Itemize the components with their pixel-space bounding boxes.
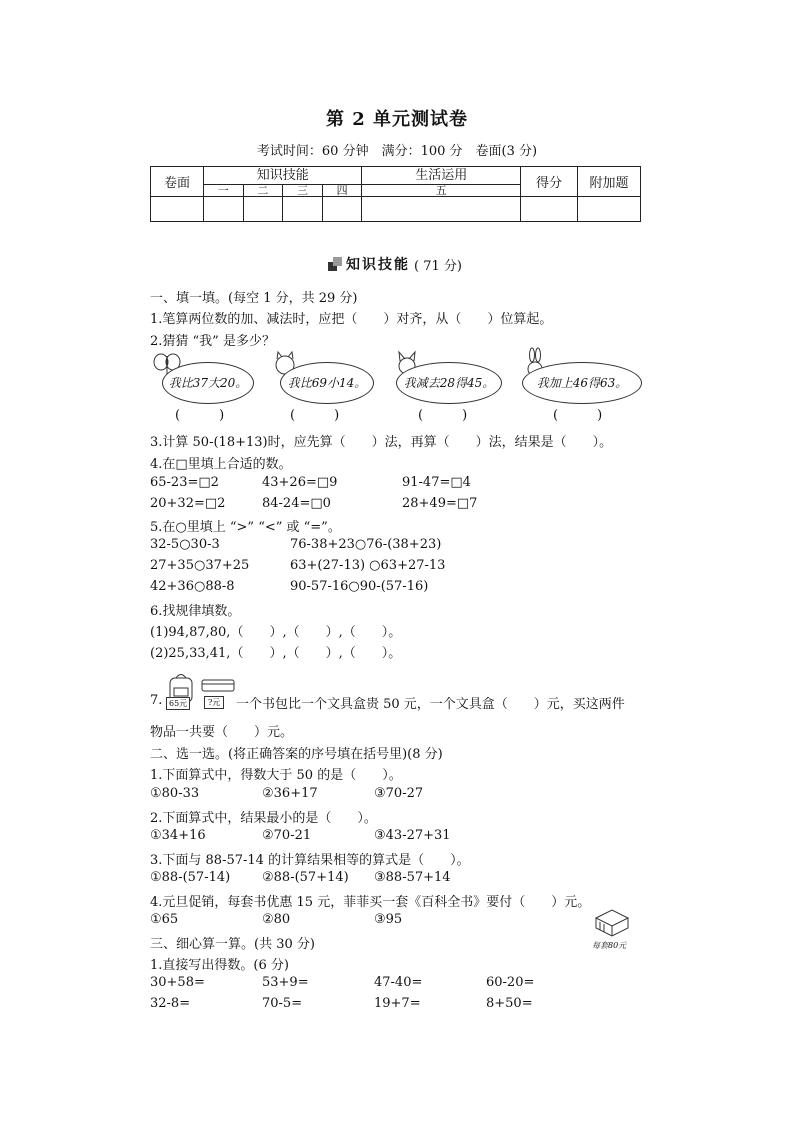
q4-item: 28+49=□7 <box>402 496 478 511</box>
part2-q2: 2.下面算式中，结果最小的是（ ）。 <box>150 811 377 826</box>
choice-option[interactable]: ③95 <box>374 912 403 927</box>
section-banner <box>328 254 462 274</box>
q4-item: 84-24=□0 <box>262 496 331 511</box>
exam-info: 考试时间：60 分钟 满分：100 分 卷面(3 分) <box>256 144 538 159</box>
part2-q3: 3.下面与 88-57-14 的计算结果相等的算式是（ ）。 <box>150 853 470 868</box>
q5-item: 27+35○37+25 <box>150 558 250 573</box>
calc-item[interactable]: 60-20= <box>486 975 535 990</box>
section-banner-label: 知识技能 <box>346 257 410 273</box>
guess-answer-4[interactable]: ( ) <box>553 408 603 423</box>
score-cell[interactable] <box>362 197 521 222</box>
part1-q3: 3.计算 50-(18+13)时，应先算（ ）法，再算（ ）法，结果是（ ）。 <box>150 435 613 450</box>
q5-item: 32-5○30-3 <box>150 537 220 552</box>
part1-q5: 5.在○里填上 “>” “<” 或 “=”。 <box>150 520 341 535</box>
banner-square-icon <box>328 257 342 271</box>
score-cell[interactable] <box>521 197 578 222</box>
pencil-box-price-tag: ?元 <box>204 696 224 709</box>
q6-row-1: (1)94,87,80,（ ）,（ ）,（ ）。 <box>150 625 402 640</box>
page-title: 第 2 单元测试卷 <box>325 109 469 130</box>
part1-q1: 1.笔算两位数的加、减法时，应把（ ）对齐，从（ ）位算起。 <box>150 312 553 327</box>
choice-option[interactable]: ③43-27+31 <box>374 828 451 843</box>
choice-option[interactable]: ①88-(57-14) <box>150 870 231 885</box>
score-col-4: 四 <box>322 185 362 197</box>
q4-item: 20+32=□2 <box>150 496 226 511</box>
calc-item[interactable]: 47-40= <box>374 975 423 990</box>
score-cell[interactable] <box>283 197 323 222</box>
score-cell[interactable] <box>151 197 204 222</box>
section-banner-points: ( 71 分) <box>414 258 462 274</box>
pencil-box-icon <box>200 675 236 695</box>
calc-item[interactable]: 30+58= <box>150 975 205 990</box>
q5-item: 90-57-16○90-(57-16) <box>290 579 429 594</box>
guess-bubble-1: 我比37大20。 <box>162 362 254 404</box>
choice-option[interactable]: ③88-57+14 <box>374 870 451 885</box>
guess-bubble-2: 我比69小14。 <box>280 362 374 404</box>
guess-bubble-4: 我加上46得63。 <box>522 362 642 404</box>
q4-item: 43+26=□9 <box>262 475 338 490</box>
calc-item[interactable]: 70-5= <box>262 996 303 1011</box>
part1-q6: 6.找规律填数。 <box>150 604 241 619</box>
q5-item: 76-38+23○76-(38+23) <box>290 537 442 552</box>
backpack-price-tag: 65元 <box>166 697 190 710</box>
score-header-zhishi: 知识技能 <box>204 167 362 185</box>
score-cell[interactable] <box>322 197 362 222</box>
score-col-5: 五 <box>362 185 521 197</box>
part3-q1: 1.直接写出得数。(6 分) <box>150 958 289 973</box>
part2-heading: 二、选一选。(将正确答案的序号填在括号里)(8 分) <box>150 747 443 762</box>
part1-q2: 2.猜猜 “我” 是多少？ <box>150 334 275 349</box>
calc-item[interactable]: 32-8= <box>150 996 191 1011</box>
score-cell[interactable] <box>243 197 283 222</box>
guess-bubble-3: 我减去28得45。 <box>396 362 502 404</box>
score-cell[interactable] <box>204 197 244 222</box>
calc-item[interactable]: 19+7= <box>374 996 421 1011</box>
part1-q4: 4.在□里填上合适的数。 <box>150 457 292 472</box>
q7-number: 7. <box>150 693 163 708</box>
q7-text: 一个书包比一个文具盒贵 50 元，一个文具盒（ ）元，买这两件 <box>236 697 625 712</box>
choice-option[interactable]: ②80 <box>262 912 291 927</box>
score-cell[interactable] <box>578 197 641 222</box>
score-col-1: 一 <box>204 185 244 197</box>
choice-option[interactable]: ①34+16 <box>150 828 206 843</box>
guess-answer-2[interactable]: ( ) <box>290 408 340 423</box>
part3-heading: 三、细心算一算。(共 30 分) <box>150 937 315 952</box>
score-header-defen: 得分 <box>521 167 578 197</box>
choice-option[interactable]: ③70-27 <box>374 786 424 801</box>
choice-option[interactable]: ①65 <box>150 912 179 927</box>
q7-text-2: 物品一共要（ ）元。 <box>150 725 294 740</box>
score-col-2: 二 <box>243 185 283 197</box>
calc-item[interactable]: 8+50= <box>486 996 533 1011</box>
q4-item: 65-23=□2 <box>150 475 219 490</box>
q4-item: 91-47=□4 <box>402 475 471 490</box>
score-header-juanmian: 卷面 <box>151 167 204 197</box>
calc-item[interactable]: 53+9= <box>262 975 309 990</box>
choice-option[interactable]: ②88-(57+14) <box>262 870 349 885</box>
choice-option[interactable]: ①80-33 <box>150 786 200 801</box>
choice-option[interactable]: ②70-21 <box>262 828 312 843</box>
score-table <box>150 166 641 222</box>
score-header-shenghuo: 生活运用 <box>362 167 521 185</box>
q5-item: 42+36○88-8 <box>150 579 235 594</box>
q5-item: 63+(27-13) ○63+27-13 <box>290 558 446 573</box>
part2-q4: 4.元旦促销，每套书优惠 15 元，菲菲买一套《百科全书》要付（ ）元。 <box>150 895 591 910</box>
guess-answer-1[interactable]: ( ) <box>175 408 225 423</box>
book-set-icon <box>592 904 632 940</box>
part2-q1: 1.下面算式中，得数大于 50 的是（ ）。 <box>150 768 402 783</box>
book-price-caption: 每套80元 <box>592 941 627 950</box>
score-col-3: 三 <box>283 185 323 197</box>
q6-row-2: (2)25,33,41,（ ）,（ ）,（ ）。 <box>150 646 402 661</box>
choice-option[interactable]: ②36+17 <box>262 786 318 801</box>
score-header-fujia: 附加题 <box>578 167 641 197</box>
part1-heading: 一、填一填。(每空 1 分，共 29 分) <box>150 291 358 306</box>
guess-answer-3[interactable]: ( ) <box>418 408 468 423</box>
